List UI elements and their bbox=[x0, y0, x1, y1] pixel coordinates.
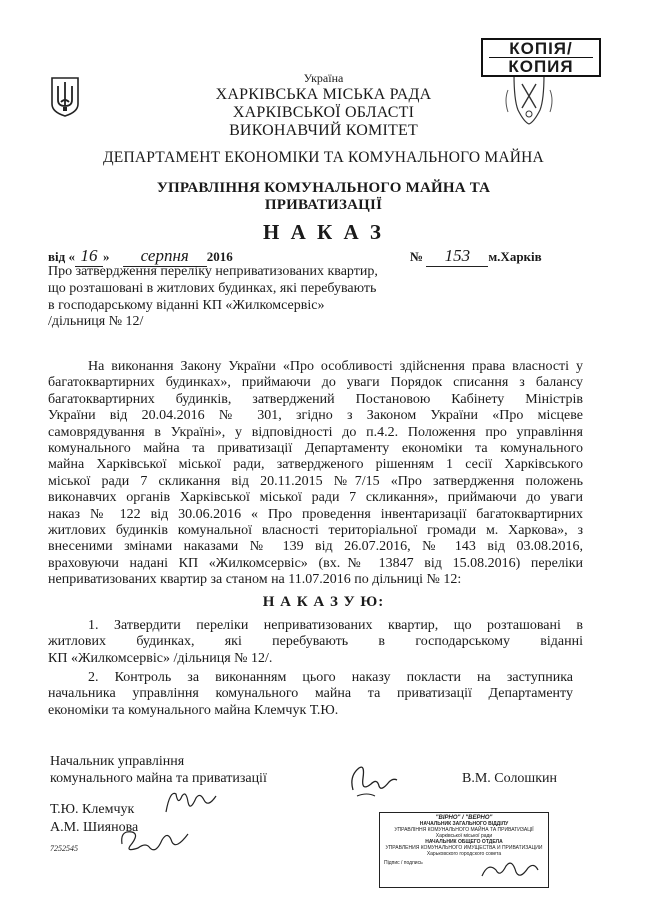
certify-line5: НАЧАЛЬНИК ОБЩЕГО ОТДЕЛА bbox=[425, 839, 503, 845]
preamble-line: враховуючи надані КП «Жилкомсервіс» (вх.№ 13847 від 15.08.2016) переліки bbox=[48, 555, 583, 571]
date-year: 2016 bbox=[206, 249, 233, 264]
item2-line2: начальника управління комунального майна та приватизації Департаменту bbox=[48, 686, 573, 702]
directorate-title-line2: ПРИВАТИЗАЦІЇ bbox=[264, 197, 383, 213]
council-title: ХАРКІВСЬКА МІСЬКА РАДА bbox=[215, 86, 432, 103]
item1-line3: КП «Жилкомсервіс» /дільниця № 12/. bbox=[48, 650, 273, 666]
item2-line3: економіки та комунального майна Клемчук Т.Ю. bbox=[48, 702, 339, 718]
order-heading: Н А К А З У Ю: bbox=[262, 594, 385, 610]
certify-line8: Підпис / подпись bbox=[384, 860, 423, 866]
subject-line2: що розташовані в житлових будинках, які перебувають bbox=[48, 280, 377, 296]
certify-line3: УПРАВЛІННЯ КОМУНАЛЬНОГО МАЙНА ТА ПРИВАТИЗАЦІЇ bbox=[394, 827, 534, 833]
city-label: м.Харків bbox=[488, 249, 542, 264]
order-item-1 bbox=[48, 618, 583, 667]
subject-line3: в господарському віданні КП «Жилкомсервіс» bbox=[48, 297, 325, 313]
certify-signature-icon bbox=[478, 856, 542, 886]
preamble-line: багатоквартирних будинків, затверджений Постановою Кабінету Міністрів bbox=[48, 391, 583, 407]
preamble-line: наказ № 122 від 30.06.2016 « Про проведення інвентаризації багатоквартирних bbox=[48, 506, 583, 522]
approver-2: А.М. Шиянова bbox=[50, 820, 139, 835]
number-prefix: № bbox=[410, 249, 424, 264]
approver2-signature-icon bbox=[116, 822, 196, 858]
certify-line1: "ВІРНО" / "ВЕРНО" bbox=[435, 815, 493, 821]
date-prefix: від « bbox=[48, 249, 75, 264]
certify-line4: Харківської міської ради bbox=[435, 833, 493, 839]
country-label: Україна bbox=[303, 71, 344, 85]
preamble-line: виконавчих органів Харківської міської ради 7 скликання», приймаючи до уваги bbox=[48, 490, 583, 506]
department-title: ДЕПАРТАМЕНТ ЕКОНОМІКИ ТА КОМУНАЛЬНОГО МАЙНА bbox=[103, 149, 544, 166]
certify-line7: Харьковского городского совета bbox=[426, 851, 502, 857]
signer-position-line1: Начальник управління bbox=[50, 754, 185, 769]
committee-title: ВИКОНАВЧИЙ КОМІТЕТ bbox=[229, 122, 418, 139]
order-number bbox=[410, 246, 542, 267]
number-value: 153 bbox=[426, 246, 488, 267]
subject-line4: /дільниця № 12/ bbox=[48, 314, 144, 330]
order-subject bbox=[48, 264, 408, 331]
copy-stamp-line2: КОПИЯ bbox=[489, 57, 593, 75]
subject-line1: Про затвердження переліку неприватизованих квартир, bbox=[48, 264, 378, 279]
signer-position-line2: комунального майна та приватизації bbox=[50, 771, 267, 786]
document-type: Н А К А З bbox=[263, 220, 384, 244]
approver-1: Т.Ю. Клемчук bbox=[50, 802, 135, 817]
date-month: серпня bbox=[123, 246, 207, 267]
preamble-line: внесеними змінами наказами № 139 від 26.07.2016, № 143 від 03.08.2016, bbox=[48, 539, 583, 555]
preamble-line: міської ради 7 скликання від 20.11.2015 №7/15 «Про затвердження положень bbox=[48, 473, 583, 489]
preamble-line: На виконання Закону України «Про особливості здійснення права власності у bbox=[88, 359, 583, 374]
directorate-title-line1: УПРАВЛІННЯ КОМУНАЛЬНОГО МАЙНА ТА bbox=[156, 180, 491, 196]
preamble-line: України від 20.04.2016 № 301, згідно з Законом України «Про місцеве bbox=[48, 408, 583, 424]
certify-line6: УПРАВЛЕНИЯ КОМУНАЛЬНОГО ИМУЩЕСТВА И ПРИВАТИЗАЦИИ bbox=[385, 845, 543, 851]
order-item-2 bbox=[48, 670, 573, 719]
signer-position bbox=[50, 753, 267, 787]
certify-line2: НАЧАЛЬНИК ЗАГАЛЬНОГО ВІДДІЛУ bbox=[419, 821, 509, 827]
date-mid: » bbox=[102, 249, 110, 264]
date-day: 16 bbox=[75, 246, 103, 267]
preamble-line: багатоквартирних будинках», приймаючи до уваги Порядок списання з балансу bbox=[48, 375, 583, 391]
oblast-title: ХАРКІВСЬКОЇ ОБЛАСТІ bbox=[232, 104, 415, 121]
preamble-paragraph bbox=[48, 359, 583, 589]
preamble-line: майна Харківської міської ради, затвердженого рішенням 1 сесії Харківського bbox=[48, 457, 583, 473]
preamble-line: неприватизованих квартир за станом на 11.07.2016 по дільниці № 12: bbox=[48, 572, 462, 588]
approver1-signature-icon bbox=[160, 786, 222, 818]
copy-stamp-line1: КОПІЯ/ bbox=[509, 39, 573, 58]
head-signature-icon bbox=[345, 756, 405, 804]
signer-name: В.М. Солошкин bbox=[462, 771, 557, 786]
preamble-line: житлових будинків комунальної власності територіальної громади м. Харкова», з bbox=[48, 523, 583, 539]
preamble-line: комунального майна та приватизації Департаменту економіки та комунального bbox=[48, 441, 583, 457]
item1-line1: 1. Затвердити переліки неприватизованих квартир, що розташовані в bbox=[88, 618, 583, 633]
item1-line2: житлових будинках, які перебувають в господарському віданні bbox=[48, 634, 583, 650]
preamble-line: самоврядування в Україні», у відповідності до п.4.2. Положення про управління bbox=[48, 424, 583, 440]
item2-line1: 2. Контроль за виконанням цього наказу покласти на заступника bbox=[88, 670, 573, 685]
document-code: 7252545 bbox=[50, 844, 78, 853]
